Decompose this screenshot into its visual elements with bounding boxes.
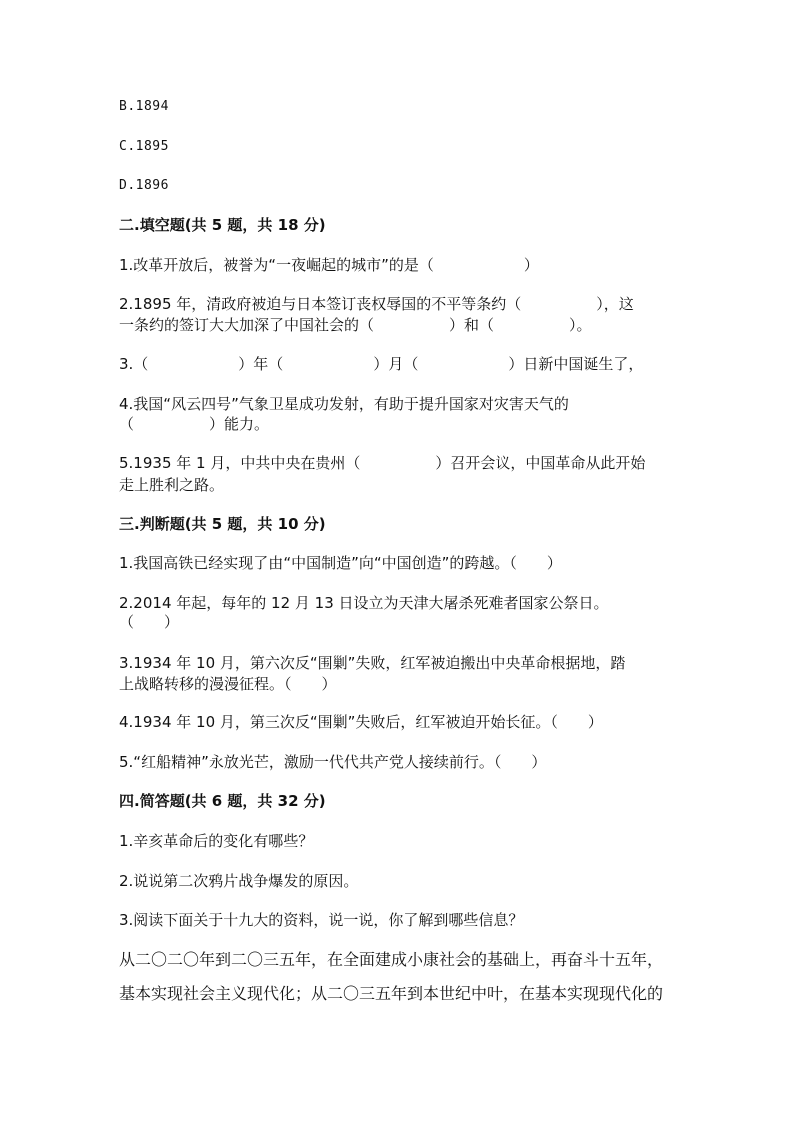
fill-question-2-line-1: 2.1895 年，清政府被迫与日本签订丧权辱国的不平等条约（ ），这 [119,295,634,313]
judge-question-2-line-2: （ ） [119,613,180,631]
fill-question-3: 3.（ ）年（ ）月（ ）日新中国诞生了， [119,355,644,373]
judge-question-1: 1.我国高铁已经实现了由“中国制造”向“中国创造”的跨越。（ ） [119,554,562,572]
judge-question-2-line-1: 2.2014 年起，每年的 12 月 13 日设立为天津大屠杀死难者国家公祭日。 [119,594,609,612]
option-b: B.1894 [119,99,169,114]
fill-question-5-line-2: 走上胜利之路。 [119,476,225,494]
option-c: C.1895 [119,139,169,154]
judge-question-5: 5.“红船精神”永放光芒，激励一代代共产党人接续前行。（ ） [119,753,547,771]
fill-question-4-line-1: 4.我国“风云四号”气象卫星成功发射，有助于提升国家对灾害天气的 [119,395,569,413]
fill-question-4-line-2: （ ）能力。 [119,415,270,433]
short-question-1: 1.辛亥革命后的变化有哪些？ [119,832,314,850]
judge-question-3-line-1: 3.1934 年 10 月，第六次反“围剿”失败，红军被迫搬出中央革命根据地，踏 [119,654,626,672]
fill-question-1: 1.改革开放后，被誉为“一夜崛起的城市”的是（ ） [119,256,539,274]
judge-question-4: 4.1934 年 10 月，第三次反“围剿”失败后，红军被迫开始长征。（ ） [119,713,603,731]
fill-question-5-line-1: 5.1935 年 1 月，中共中央在贵州（ ）召开会议，中国革命从此开始 [119,454,646,472]
section-2-heading: 二.填空题(共 5 题，共 18 分) [119,216,326,234]
option-d: D.1896 [119,178,169,193]
section-3-heading: 三.判断题(共 5 题，共 10 分) [119,515,326,533]
section-4-heading: 四.简答题(共 6 题，共 32 分) [119,792,326,810]
short-question-3: 3.阅读下面关于十九大的资料，说一说，你了解到哪些信息？ [119,911,524,929]
judge-question-3-line-2: 上战略转移的漫漫征程。（ ） [119,675,337,693]
short-question-2: 2.说说第二次鸦片战争爆发的原因。 [119,872,359,890]
reading-passage-line-1: 从二〇二〇年到二〇三五年，在全面建成小康社会的基础上，再奋斗十五年， [119,950,664,969]
fill-question-2-line-2: 一条约的签订大大加深了中国社会的（ ）和（ ）。 [119,316,592,334]
reading-passage-line-2: 基本实现社会主义现代化；从二〇三五年到本世纪中叶，在基本实现现代化的 [119,984,664,1003]
